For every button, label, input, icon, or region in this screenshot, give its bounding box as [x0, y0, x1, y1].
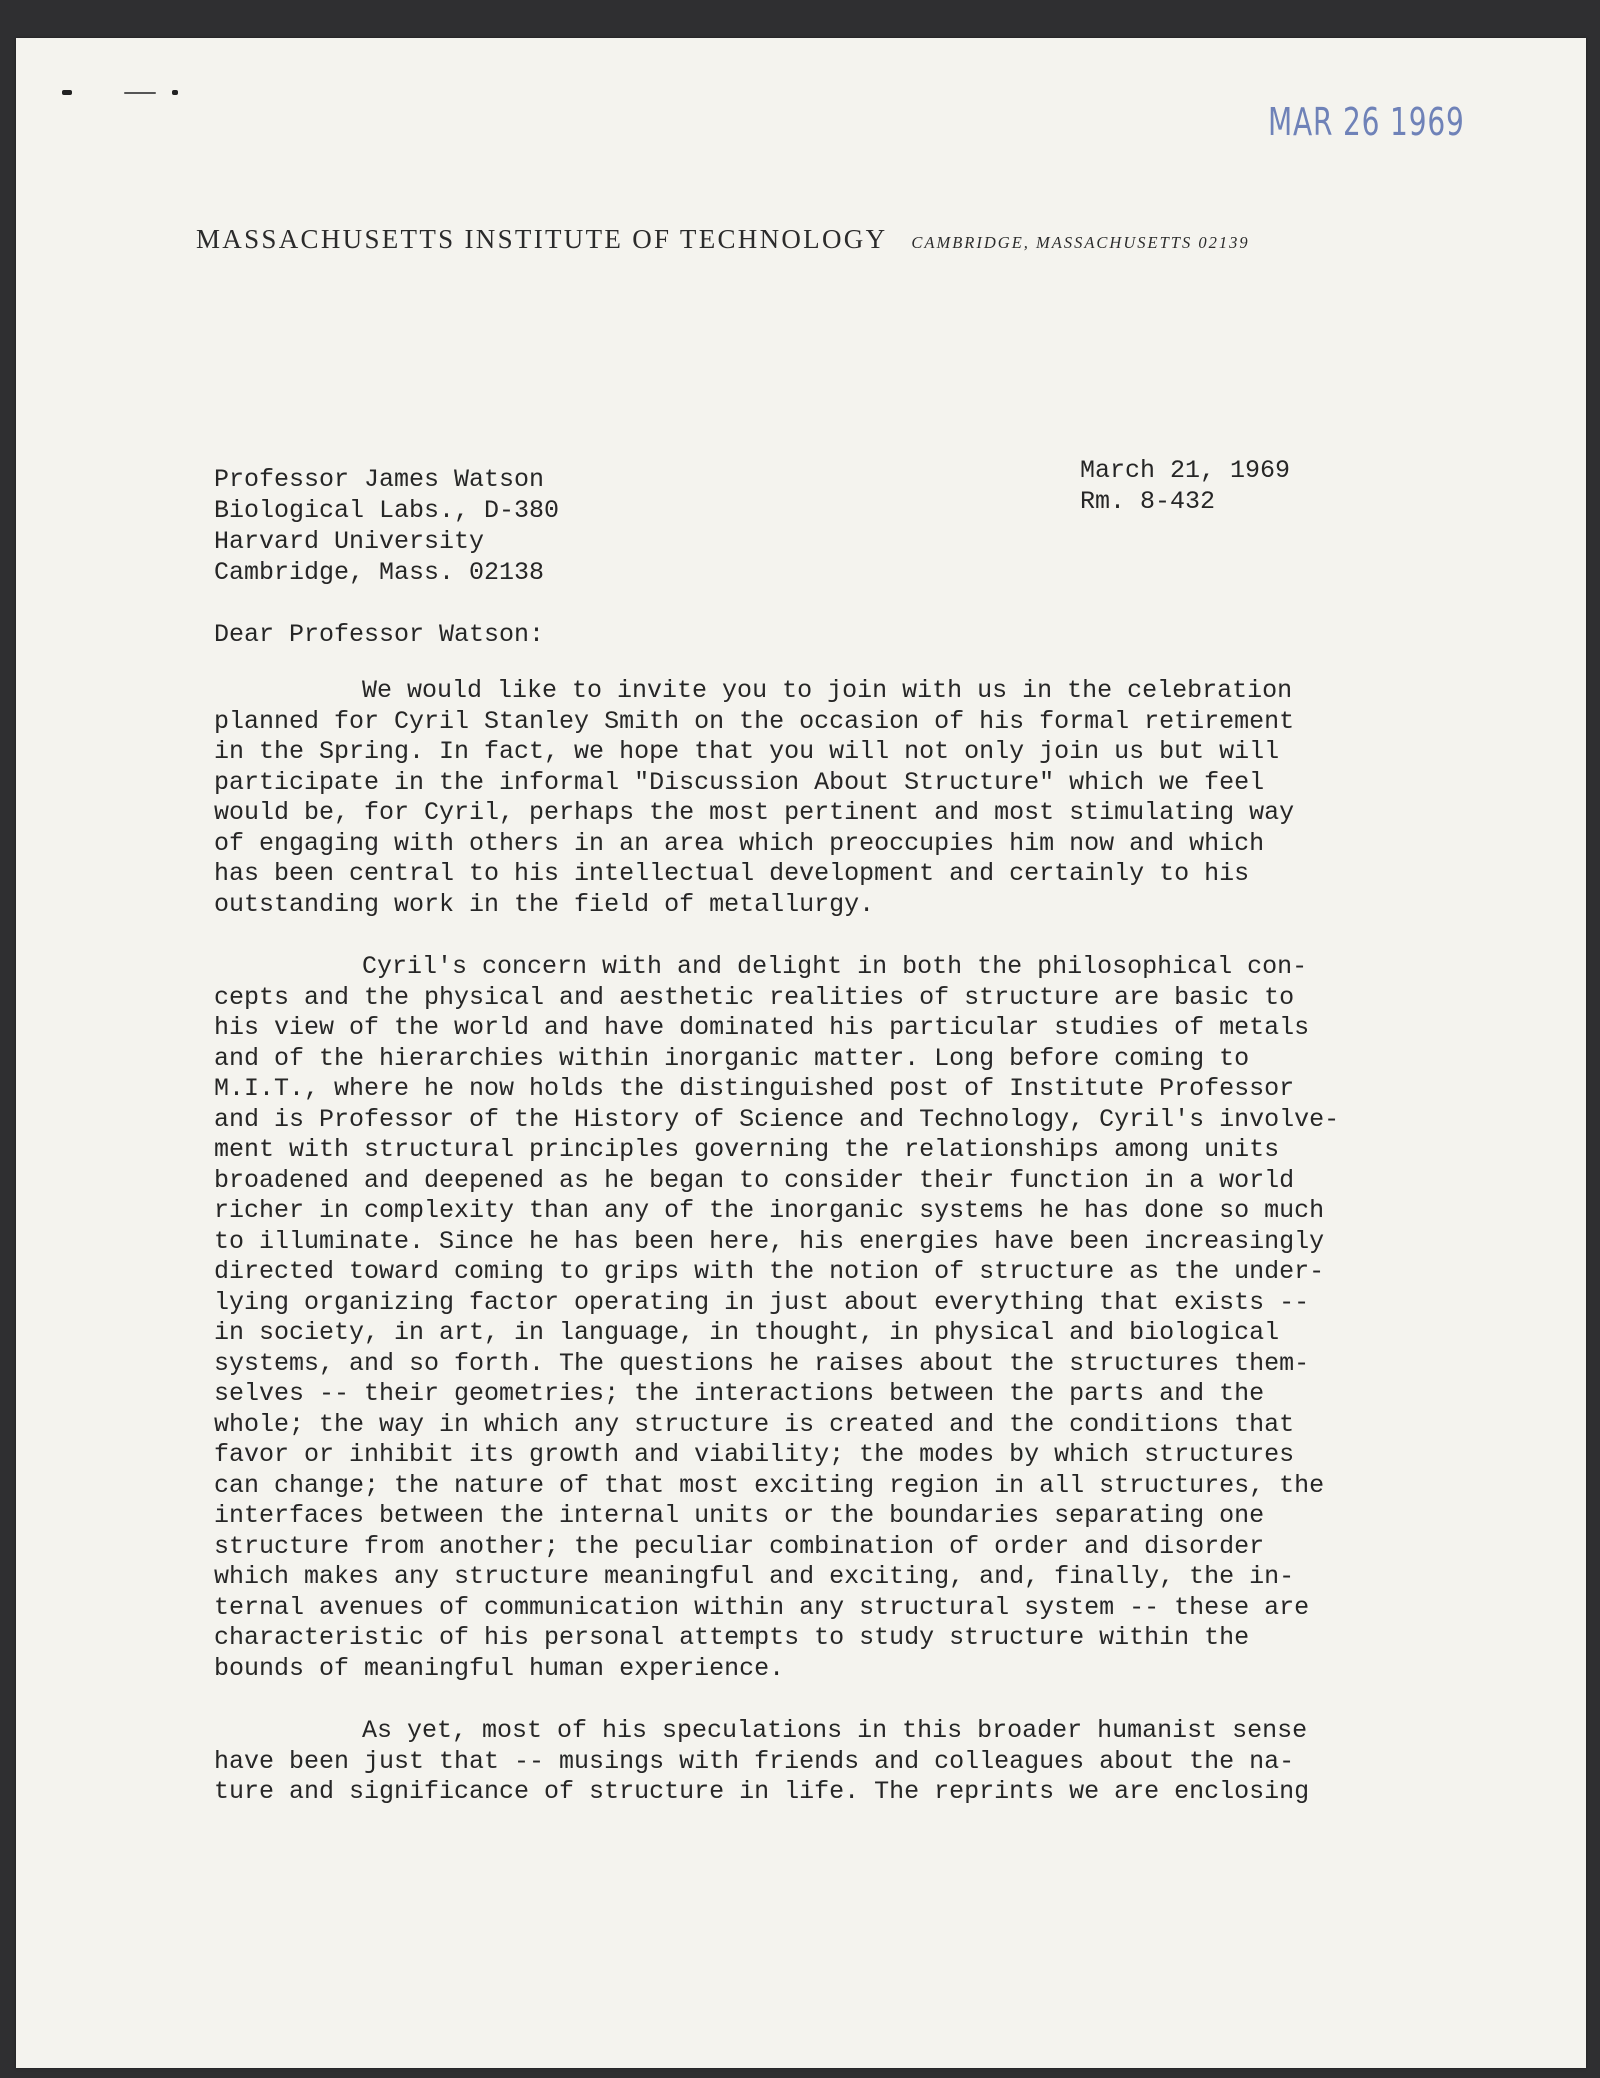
letter-date: March 21, 1969	[1080, 456, 1291, 485]
text-line: Cyril's concern with and delight in both the philosophical con-	[362, 952, 1308, 981]
address-line: Professor James Watson	[214, 465, 545, 494]
address-line: Biological Labs., D-380	[214, 496, 560, 525]
text-line: broadened and deepened as he began to consider their function in a world	[214, 1165, 1295, 1195]
text-line: to illuminate. Since he has been here, his energies have been increasingly	[214, 1226, 1325, 1256]
text-line: ment with structural principles governing the relationships among units	[214, 1135, 1280, 1164]
salutation: Dear Professor Watson:	[214, 620, 545, 649]
text-line: ternal avenues of communication within any structural system -- these are	[214, 1592, 1310, 1622]
text-line: favor or inhibit its growth and viability; the modes by which structures	[214, 1440, 1295, 1469]
text-line: M.I.T., where he now holds the distinguished post of Institute Professor	[214, 1074, 1295, 1103]
text-line: participate in the informal "Discussion About Structure" which we feel	[214, 767, 1265, 797]
text-line: of engaging with others in an area which preoccupies him now and which	[214, 828, 1265, 858]
text-line: in society, in art, in language, in thought, in physical and biological	[214, 1318, 1280, 1347]
letterhead	[196, 224, 1250, 255]
text-line: his view of the world and have dominated his particular studies of metals	[214, 1013, 1310, 1042]
margin-pen-mark	[44, 90, 164, 96]
address-line: Cambridge, Mass. 02138	[214, 558, 545, 587]
received-date-stamp: MAR 26 1969	[1268, 100, 1465, 144]
text-line: characteristic of his personal attempts to study structure within the	[214, 1623, 1250, 1652]
paragraph-2	[214, 952, 1339, 1684]
paragraph-3	[214, 1716, 1309, 1808]
text-line: interfaces between the internal units or the boundaries separating one	[214, 1501, 1265, 1530]
text-line: lying organizing factor operating in just about everything that exists --	[214, 1287, 1310, 1317]
text-line: We would like to invite you to join with us in the celebration	[362, 676, 1293, 705]
recipient-address	[214, 464, 559, 588]
institution-location: CAMBRIDGE, MASSACHUSETTS 02139	[911, 233, 1250, 252]
text-line: bounds of meaningful human experience.	[214, 1653, 785, 1683]
text-line: has been central to his intellectual development and certainly to his	[214, 859, 1250, 888]
text-line: richer in complexity than any of the inorganic systems he has done so much	[214, 1196, 1325, 1225]
text-line: selves -- their geometries; the interactions between the parts and the	[214, 1379, 1265, 1408]
text-line: which makes any structure meaningful and exciting, and, finally, the in-	[214, 1562, 1295, 1591]
text-line: and is Professor of the History of Science and Technology, Cyril's involve-	[214, 1104, 1340, 1134]
institution-name: MASSACHUSETTS INSTITUTE OF TECHNOLOGY	[196, 224, 888, 254]
text-line: outstanding work in the field of metallurgy.	[214, 889, 875, 919]
text-line: whole; the way in which any structure is created and the conditions that	[214, 1409, 1295, 1439]
text-line: cepts and the physical and aesthetic realities of structure are basic to	[214, 982, 1295, 1012]
text-line: have been just that -- musings with friends and colleagues about the na-	[214, 1746, 1295, 1776]
text-line: in the Spring. In fact, we hope that you will not only join us but will	[214, 737, 1280, 766]
text-line: would be, for Cyril, perhaps the most pertinent and most stimulating way	[214, 798, 1295, 827]
paragraph-1	[214, 676, 1294, 920]
text-line: ture and significance of structure in life. The reprints we are enclosing	[214, 1777, 1310, 1806]
text-line: systems, and so forth. The questions he raises about the structures them-	[214, 1348, 1310, 1378]
text-line: As yet, most of his speculations in this broader humanist sense	[362, 1716, 1308, 1745]
text-line: structure from another; the peculiar combination of order and disorder	[214, 1531, 1265, 1561]
text-line: can change; the nature of that most exciting region in all structures, the	[214, 1470, 1325, 1500]
date-block	[1080, 455, 1290, 517]
text-line: directed toward coming to grips with the notion of structure as the under-	[214, 1257, 1325, 1286]
text-line: and of the hierarchies within inorganic matter. Long before coming to	[214, 1043, 1250, 1073]
text-line: planned for Cyril Stanley Smith on the occasion of his formal retirement	[214, 706, 1295, 736]
room-number: Rm. 8-432	[1080, 487, 1216, 516]
address-line: Harvard University	[214, 527, 485, 556]
